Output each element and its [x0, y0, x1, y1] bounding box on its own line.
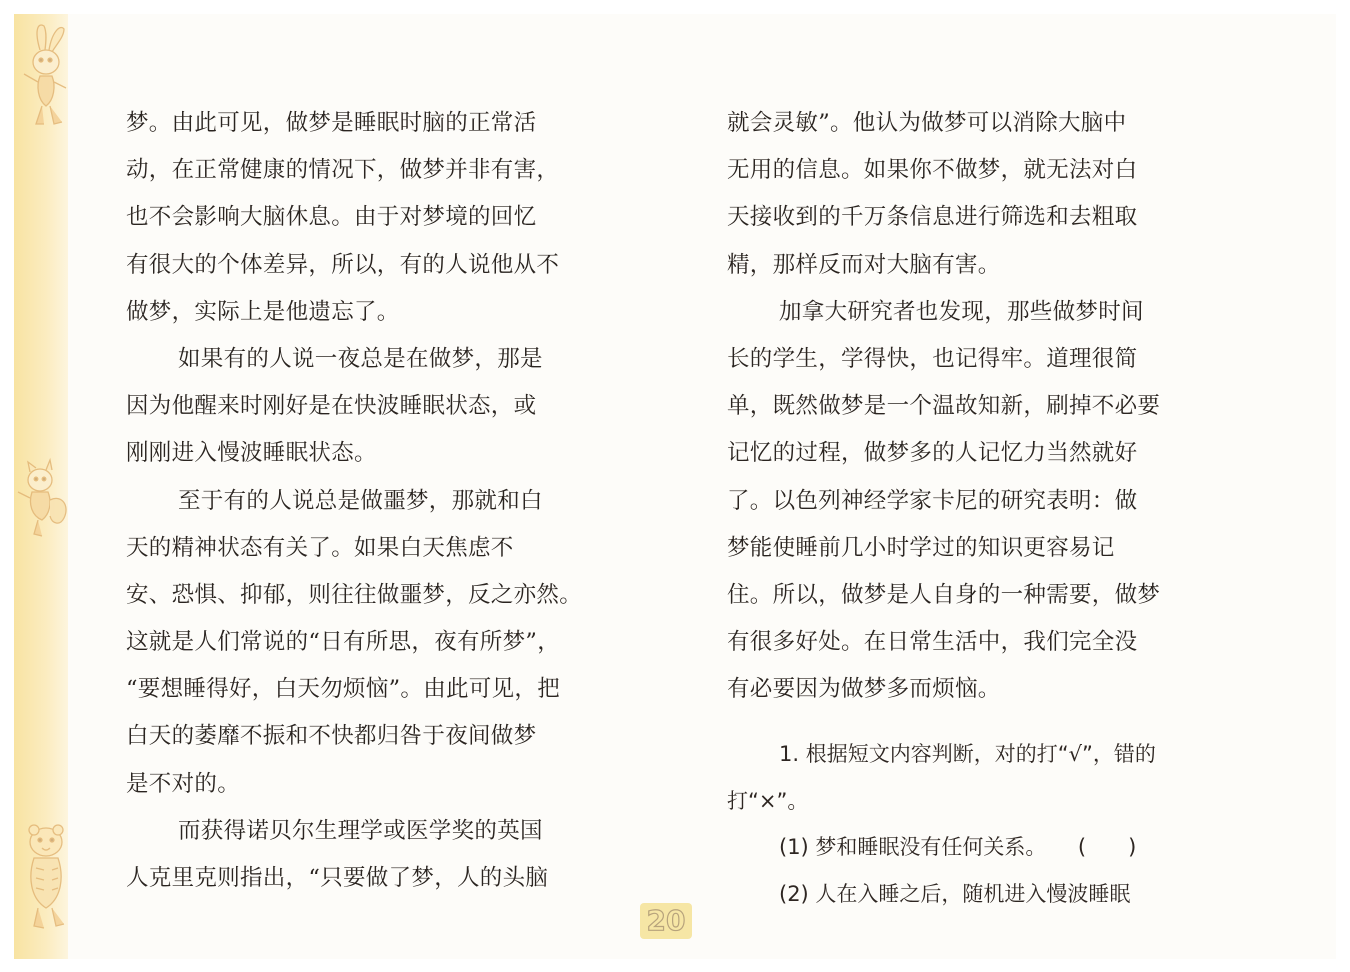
text-line: 动，在正常健康的情况下，做梦并非有害， — [126, 157, 560, 184]
right-text-column — [727, 100, 1221, 917]
text-line: 白天的萎靡不振和不快都归咎于夜间做梦 — [126, 723, 537, 750]
question-instruction-cont: 打“×”。 — [727, 788, 809, 813]
text-line: 有必要因为做梦多而烦恼。 — [727, 676, 1001, 703]
text-line: 了。以色列神经学家卡尼的研究表明：做 — [727, 487, 1138, 514]
decorative-side-strip — [14, 14, 68, 959]
text-line: 长的学生，学得快，也记得牢。道理很简 — [727, 345, 1138, 372]
text-line: 安、恐惧、抑郁，则往往做噩梦，反之亦然。 — [126, 581, 583, 608]
text-line: 精，那样反而对大脑有害。 — [727, 251, 1001, 278]
paragraph-first-line: 而获得诺贝尔生理学或医学奖的英国 — [178, 817, 543, 844]
text-line: 就会灵敏”。他认为做梦可以消除大脑中 — [727, 110, 1127, 136]
text-line: 这就是人们常说的“日有所思，夜有所梦”， — [126, 629, 561, 656]
text-line: 人克里克则指出，“只要做了梦，人的头脑 — [126, 865, 549, 891]
paragraph-first-line: 加拿大研究者也发现，那些做梦时间 — [779, 298, 1144, 325]
text-line: 天的精神状态有关了。如果白天焦虑不 — [126, 534, 514, 561]
text-line: 刚刚进入慢波睡眠状态。 — [126, 440, 377, 467]
paragraph-first-line: 如果有的人说一夜总是在做梦，那是 — [178, 345, 543, 372]
rabbit-cartoon-icon — [16, 20, 72, 140]
text-line: 有很多好处。在日常生活中，我们完全没 — [727, 629, 1138, 656]
paragraph-first-line: 至于有的人说总是做噩梦，那就和白 — [178, 487, 543, 514]
question-item-1: (1) 梦和睡眠没有任何关系。 ( ) — [779, 835, 1137, 860]
text-line: 记忆的过程，做梦多的人记忆力当然就好 — [727, 440, 1138, 467]
question-instruction: 1. 根据短文内容判断，对的打“√”，错的 — [779, 742, 1156, 767]
exercise-section — [727, 731, 1221, 917]
text-line: 住。所以，做梦是人自身的一种需要，做梦 — [727, 581, 1161, 608]
left-text-column — [126, 100, 606, 902]
page-number: 20 — [640, 903, 692, 939]
text-line: “要想睡得好，白天勿烦恼”。由此可见，把 — [126, 676, 561, 703]
question-item-2: (2) 人在入睡之后，随机进入慢波睡眠 — [779, 881, 1131, 906]
tiger-cartoon-icon — [16, 814, 72, 944]
text-line: 做梦，实际上是他遗忘了。 — [126, 298, 400, 325]
text-line: 也不会影响大脑休息。由于对梦境的回忆 — [126, 204, 537, 231]
squirrel-cartoon-icon — [16, 454, 72, 554]
text-line: 梦。由此可见，做梦是睡眠时脑的正常活 — [126, 110, 537, 136]
text-line: 天接收到的千万条信息进行筛选和去粗取 — [727, 204, 1138, 231]
text-line: 是不对的。 — [126, 770, 241, 797]
text-line: 无用的信息。如果你不做梦，就无法对白 — [727, 157, 1138, 184]
text-line: 有很大的个体差异，所以，有的人说他从不 — [126, 251, 560, 278]
text-line: 梦能使睡前几小时学过的知识更容易记 — [727, 534, 1115, 561]
text-line: 单，既然做梦是一个温故知新，刷掉不必要 — [727, 393, 1161, 420]
text-line: 因为他醒来时刚好是在快波睡眠状态，或 — [126, 393, 537, 420]
